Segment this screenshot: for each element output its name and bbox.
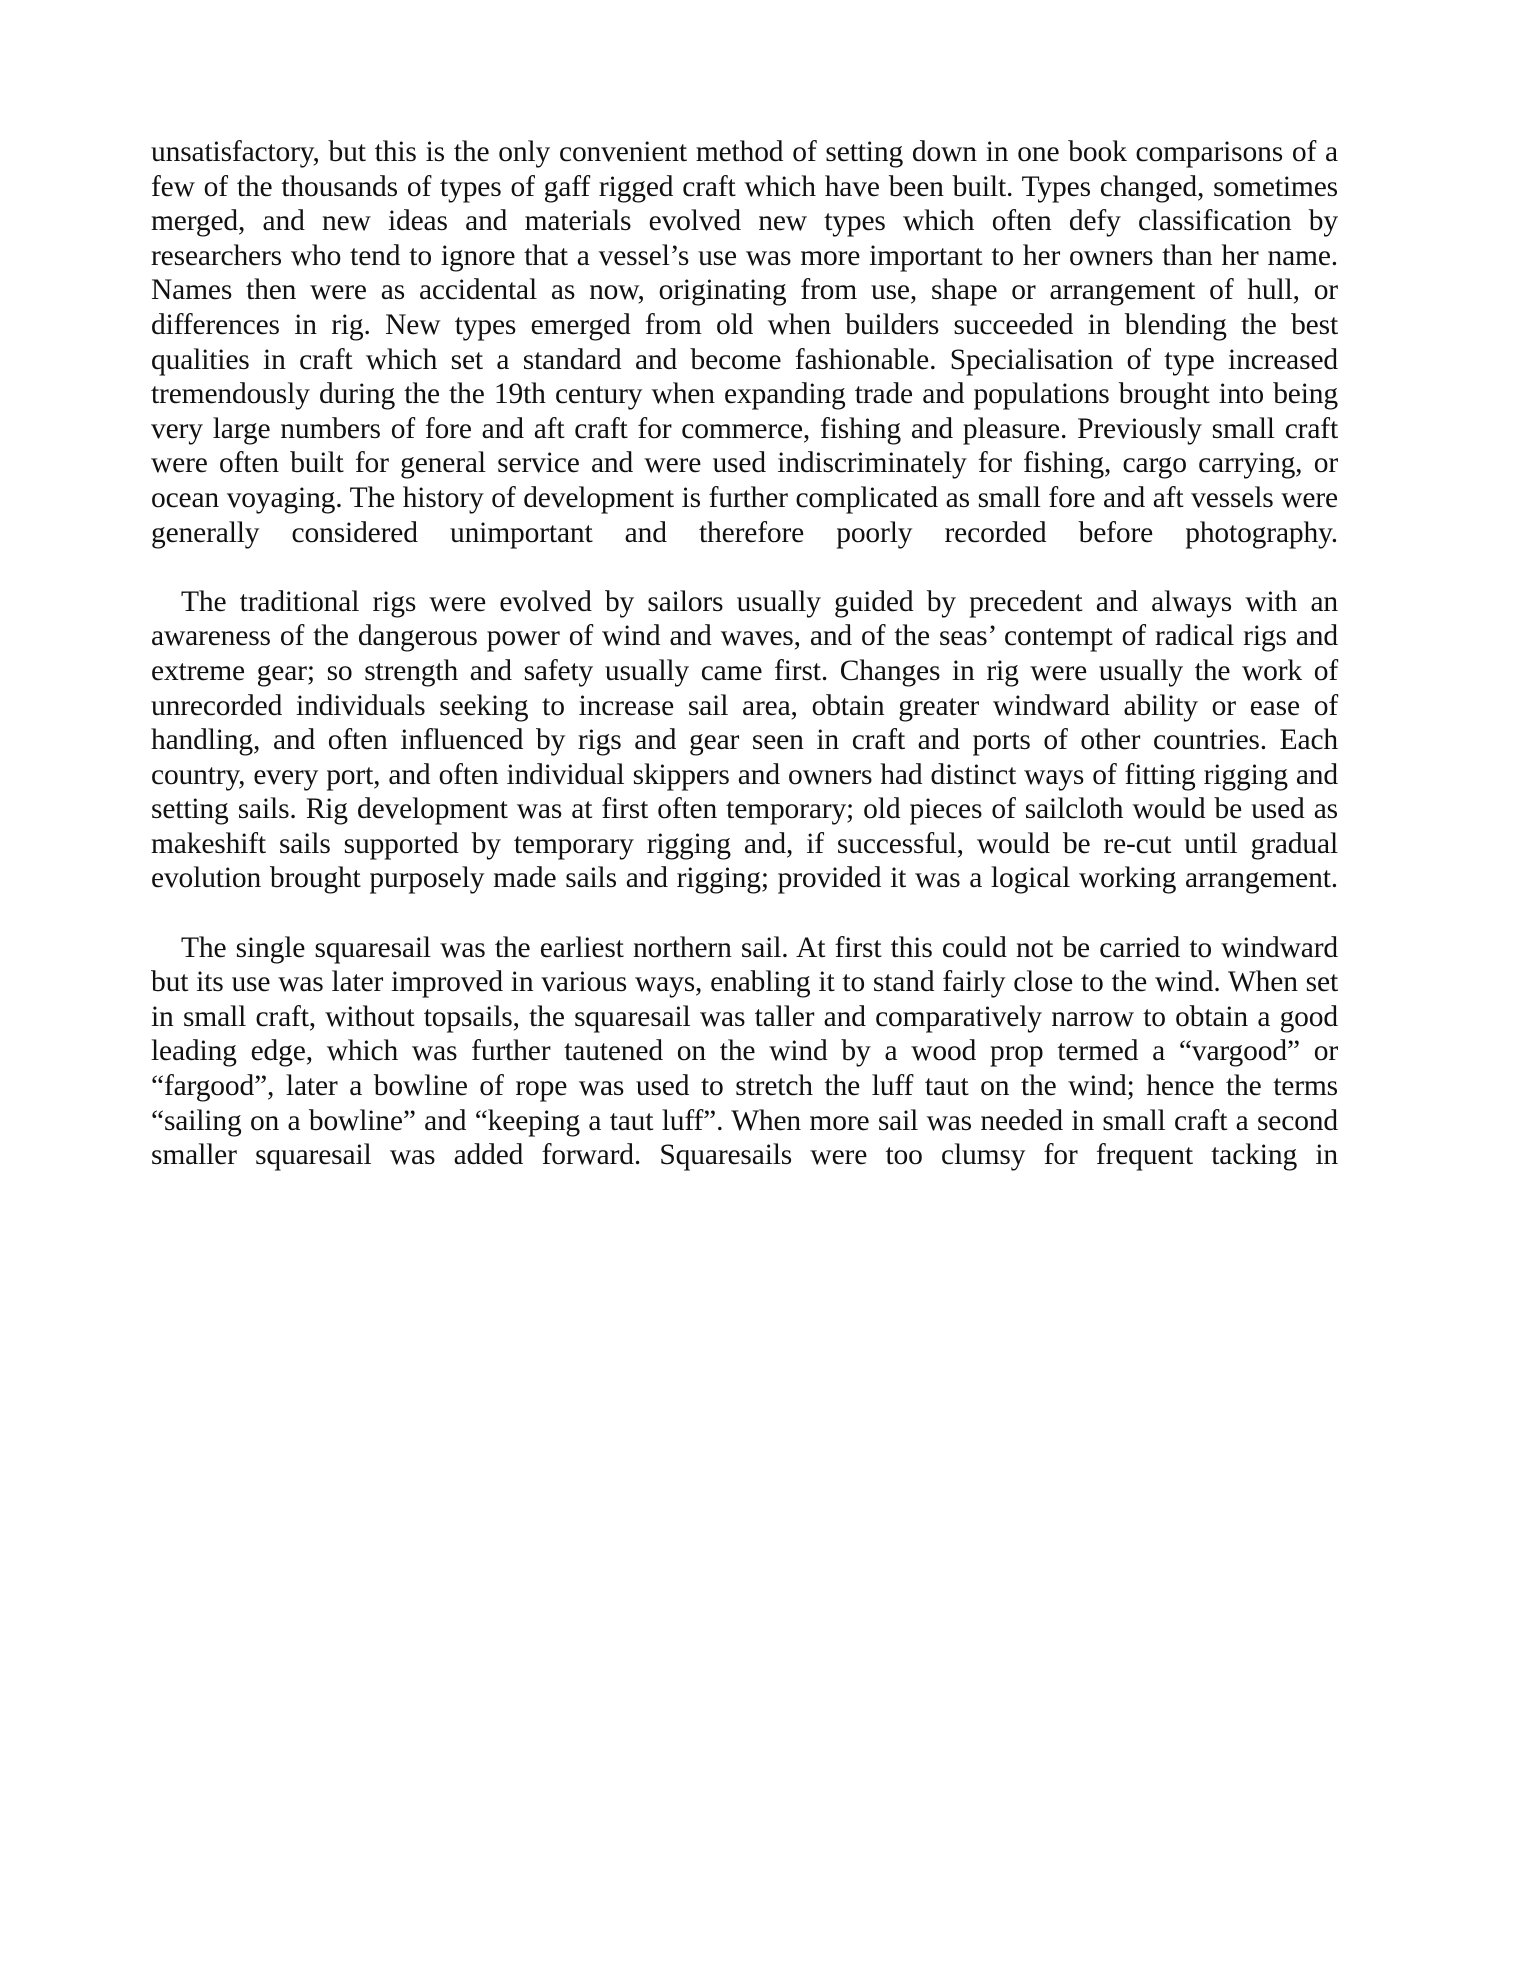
text-column xyxy=(151,135,1338,1207)
paragraph-traditional-rigs: The traditional rigs were evolved by sailors usually guided by precedent and always with an awareness of the dangerous power of wind and waves, and of the seas’ contempt of radical rigs and extreme gear; so strength and safety usually came first. Changes in rig were usually the work of unrecorded individuals seeking to increase sail area, obtain greater windward ability or ease of handling, and often influenced by rigs and gear seen in craft and ports of other countries. Each country, every port, and often individual skippers and owners had distinct ways of fitting rigging and setting sails. Rig development was at first often temporary; old pieces of sailcloth would be used as makeshift sails supported by temporary rigging and, if successful, would be re-cut until gradual evolution brought purposely made sails and rigging; provided it was a logical working arrangement. xyxy=(151,585,1338,895)
paragraph-single-squaresail: The single squaresail was the earliest northern sail. At first this could not be carried to windward but its use was later improved in various ways, enabling it to stand fairly close to the wind. When set in small craft, without topsails, the squaresail was taller and comparatively narrow to obtain a good leading edge, which was further tautened on the wind by a wood prop termed a “vargood” or “fargood”, later a bowline of rope was used to stretch the luff taut on the wind; hence the terms “sailing on a bowline” and “keeping a taut luff”. When more sail was needed in small craft a second smaller squaresail was added forward. Squaresails were too clumsy for frequent tacking in xyxy=(151,931,1338,1172)
paragraph-continued: unsatisfactory, but this is the only convenient method of setting down in one book comparisons of a few of the thousands of types of gaff rigged craft which have been built. Types changed, sometimes merged, and new ideas and materials evolved new types which often defy classification by researchers who tend to ignore that a vessel’s use was more important to her owners than her name. Names then were as accidental as now, originating from use, shape or arrangement of hull, or differences in rig. New types emerged from old when builders succeeded in blending the best qualities in craft which set a standard and become fashionable. Specialisation of type increased tremendously during the the 19th century when expanding trade and populations brought into being very large numbers of fore and aft craft for commerce, fishing and pleasure. Previously small craft were often built for general service and were used indiscriminately for fishing, cargo carrying, or ocean voyaging. The history of development is further complicated as small fore and aft vessels were generally considered unimportant and therefore poorly recorded before photography. xyxy=(151,136,1338,549)
